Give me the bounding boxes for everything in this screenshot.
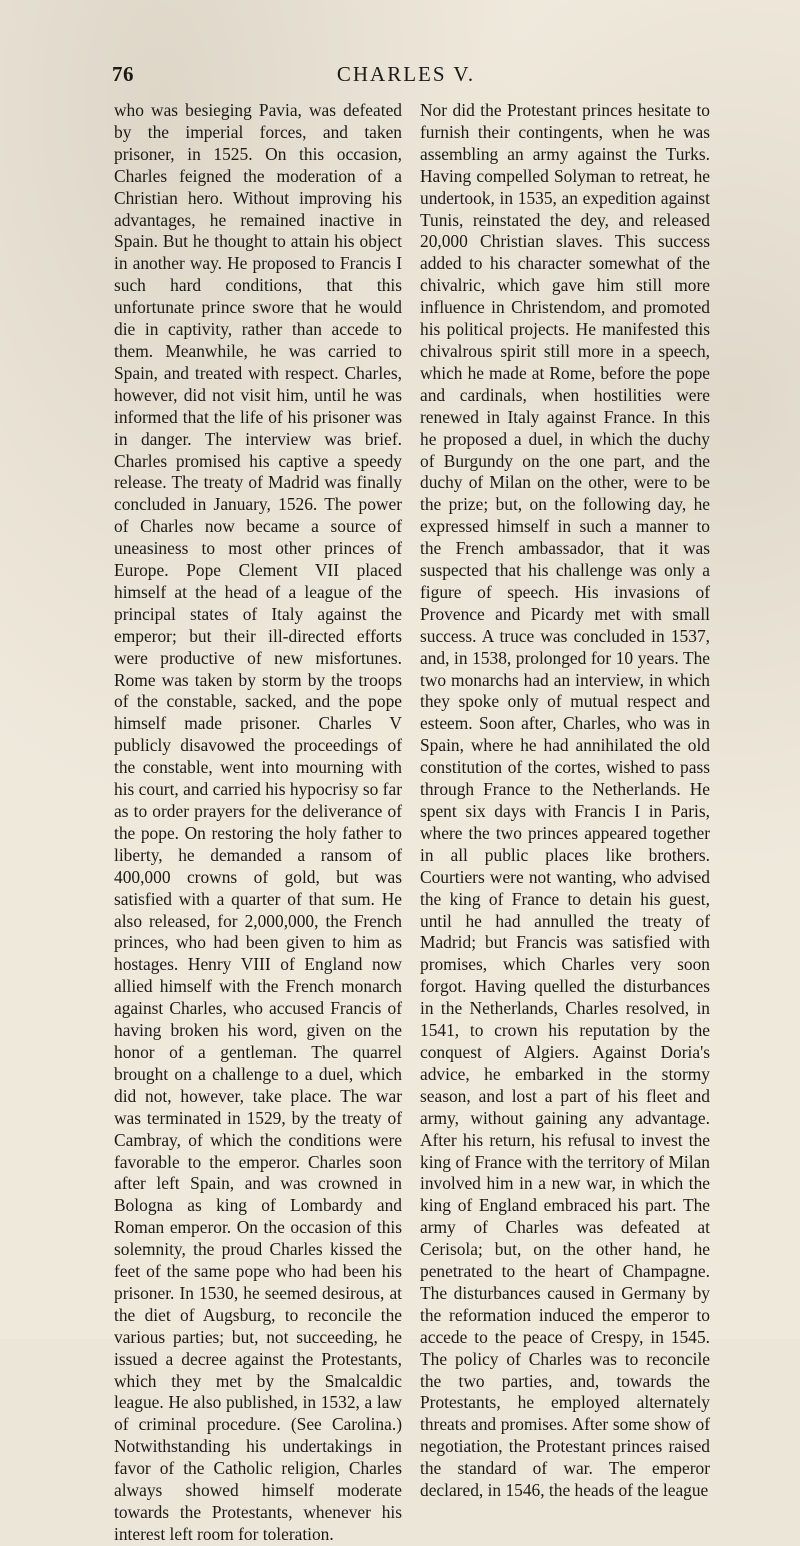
right-column: [420, 100, 710, 1502]
page-header: [112, 62, 700, 92]
page-number: 76: [112, 62, 134, 86]
left-column-text: who was besieging Pavia, was defeated by the imperial forces, and taken prisoner, in 1525. On this occasion, Charles feigned the moderation of a Christian hero. Without improving his advantages, he remained inactive in Spain. But he thought to attain his object in another way. He proposed to Francis I such hard conditions, that this unfortunate prince swore that he would die in captivity, rather than accede to them. Meanwhile, he was carried to Spain, and treated with respect. Charles, however, did not visit him, until he was informed that the life of his prisoner was in danger. The interview was brief. Charles promised his captive a speedy release. The treaty of Madrid was finally concluded in January, 1526. The power of Charles now became a source of uneasiness to most other princes of Europe. Pope Clement VII placed himself at the head of a league of the principal states of Italy against the emperor; but their ill-directed efforts were productive of new misfortunes. Rome was taken by storm by the troops of the constable, sacked, and the pope himself made prisoner. Charles V publicly disavowed the proceedings of the constable, went into mourning with his court, and carried his hypocrisy so far as to order prayers for the deliverance of the pope. On restoring the holy father to liberty, he demanded a ransom of 400,000 crowns of gold, but was satisfied with a quarter of that sum. He also released, for 2,000,000, the French princes, who had been given to him as hostages. Henry VIII of England now allied himself with the French monarch against Charles, who accused Francis of having broken his word, given on the honor of a gentleman. The quarrel brought on a challenge to a duel, which did not, however, take place. The war was terminated in 1529, by the treaty of Cambray, of which the conditions were favorable to the emperor. Charles soon after left Spain, and was crowned in Bologna as king of Lombardy and Roman emperor. On the occasion of this solemnity, the proud Charles kissed the feet of the same pope who had been his prisoner. In 1530, he seemed desirous, at the diet of Augsburg, to reconcile the various parties; but, not succeeding, he issued a decree against the Protestants, which they met by the Smalcaldic league. He also published, in 1532, a law of criminal procedure. (See Carolina.) Notwithstanding his undertakings in favor of the Catholic religion, Charles always showed himself moderate towards the Protestants, whenever his interest left room for toleration.: [114, 100, 402, 1544]
running-head: CHARLES V.: [336, 62, 476, 86]
right-column-text: Nor did the Protestant princes hesitate to furnish their contingents, when he was assembling an army against the Turks. Having compelled Solyman to retreat, he undertook, in 1535, an expedition against Tunis, reinstated the dey, and released 20,000 Christian slaves. This success added to his character somewhat of the chivalric, which gave him still more influence in Christendom, and promoted his political projects. He manifested this chivalrous spirit still more in a speech, which he made at Rome, before the pope and cardinals, when hostilities were renewed in Italy against France. In this he proposed a duel, in which the duchy of Burgundy on the one part, and the duchy of Milan on the other, were to be the prize; but, on the following day, he expressed himself in such a manner to the French ambassador, that it was suspected that his challenge was only a figure of speech. His invasions of Provence and Picardy met with small success. A truce was concluded in 1537, and, in 1538, prolonged for 10 years. The two monarchs had an interview, in which they spoke only of mutual respect and esteem. Soon after, Charles, who was in Spain, where he had annihilated the old constitution of the cortes, wished to pass through France to the Netherlands. He spent six days with Francis I in Paris, where the two princes appeared together in all public places like brothers. Courtiers were not wanting, who advised the king of France to detain his guest, until he had annulled the treaty of Madrid; but Francis was satisfied with promises, which Charles very soon forgot. Having quelled the disturbances in the Netherlands, Charles resolved, in 1541, to crown his reputation by the conquest of Algiers. Against Doria's advice, he embarked in the stormy season, and lost a part of his fleet and army, without gaining any advantage. After his return, his refusal to invest the king of France with the territory of Milan involved him in a new war, in which the king of England embraced his part. The army of Charles was defeated at Cerisola; but, on the other hand, he penetrated to the heart of Champagne. The disturbances caused in Germany by the reformation induced the emperor to accede to the peace of Crespy, in 1545. The policy of Charles was to reconcile the two parties, and, towards the Protestants, he employed alternately threats and promises. After some show of negotiation, the Protestant princes raised the standard of war. The emperor declared, in 1546, the heads of the league: [420, 100, 710, 1501]
left-column: [114, 100, 402, 1546]
